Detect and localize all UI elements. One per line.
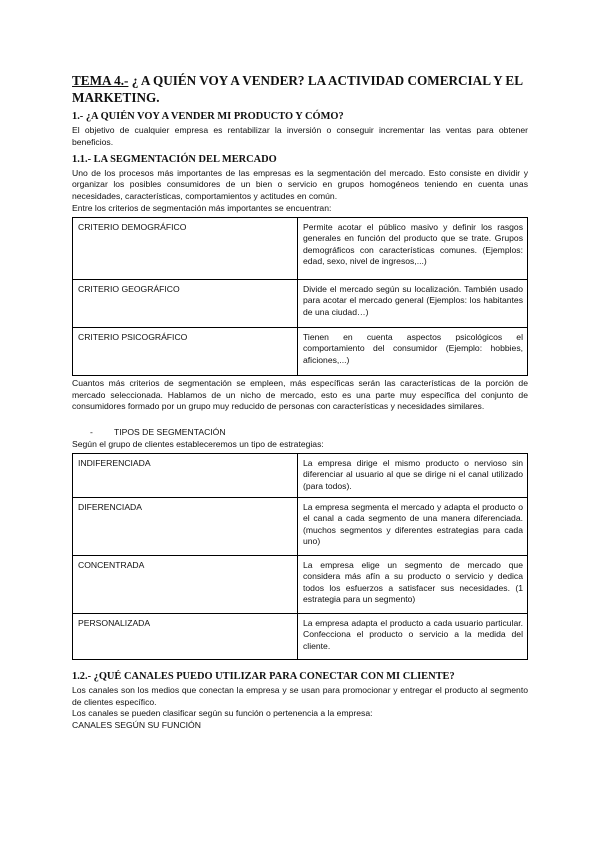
criteria-intro: Entre los criterios de segmentación más importantes se encuentran:: [72, 202, 332, 213]
segmentation-paragraph: Uno de los procesos más importantes de las empresas es la segmentación del mercado. Esto consiste en dividir y organizar los posibles consumidores de un bien o servicio en grupos homogéneos teniendo en cuenta unas necesidades, características, comportamientos y actitudes en común.: [72, 167, 528, 202]
strategy-desc-cell: La empresa dirige el mismo producto o nervioso sin diferenciar al usuario al que se dirige ni el canal utilizado (para todos).: [298, 453, 528, 497]
table-row: [73, 327, 528, 375]
section-1-2-heading: 1.2.- ¿QUÉ CANALES PUEDO UTILIZAR PARA CONECTAR CON MI CLIENTE?: [72, 670, 455, 682]
table-row: [73, 613, 528, 659]
tipos-intro: Según el grupo de clientes estableceremos un tipo de estrategias:: [72, 438, 324, 449]
section-1-paragraph: El objetivo de cualquier empresa es rentabilizar la inversión o conseguir incrementar las ventas para obtener beneficios.: [72, 125, 528, 147]
table-row: [73, 279, 528, 327]
title-topic-number: TEMA 4.-: [72, 73, 129, 88]
title-text: ¿ A QUIÉN VOY A VENDER? LA ACTIVIDAD COMERCIAL Y EL MARKETING.: [72, 73, 523, 105]
channels-classify: Los canales se pueden clasificar según su función o pertenencia a la empresa:: [72, 708, 373, 719]
channels-paragraph: Los canales son los medios que conectan la empresa y se usan para promocionar y entregar el producto al segmento de clientes específico.: [72, 684, 528, 707]
niche-paragraph: Cuantos más criterios de segmentación se empleen, más específicas serán las características de la porción de mercado seleccionada. Hablamos de un nicho de mercado, esto es una parte muy específica del conjunto de consumidores formado por un grupo muy reducido de personas con características y necesidades similares.: [72, 377, 528, 412]
tipos-heading: [72, 427, 528, 439]
strategy-desc-cell: La empresa segmenta el mercado y adapta el producto o el canal a cada segmento de una manera diferenciada. (muchos segmentos y diferentes estrategias para cada uno): [298, 497, 528, 555]
criteria-table: [72, 217, 528, 376]
document-page: [72, 72, 528, 732]
section-1-1-heading: 1.1.- LA SEGMENTACIÓN DEL MERCADO: [72, 153, 277, 165]
strategy-name-cell: CONCENTRADA: [73, 555, 298, 613]
strategy-desc-cell: La empresa elige un segmento de mercado que considera más afín a su producto o servicio y dedica todos los esfuerzos a satisfacer sus necesidades. (1 estrategia para un segmento): [298, 555, 528, 613]
table-row: [73, 555, 528, 613]
criteria-desc-cell: Divide el mercado según su localización. También usado para acotar el mercado general (Ejemplos: los habitantes de una ciudad…): [298, 279, 528, 327]
document-title: [72, 72, 528, 106]
section-1-heading: 1.- ¿A QUIÉN VOY A VENDER MI PRODUCTO Y CÓMO?: [72, 111, 344, 122]
table-row: [73, 453, 528, 497]
strategy-name-cell: PERSONALIZADA: [73, 613, 298, 659]
criteria-name-cell: CRITERIO DEMOGRÁFICO: [73, 217, 298, 279]
criteria-name-cell: CRITERIO PSICOGRÁFICO: [73, 327, 298, 375]
strategy-desc-cell: La empresa adapta el producto a cada usuario particular. Confecciona el producto o servicio a la medida del cliente.: [298, 613, 528, 659]
tipos-heading-text: TIPOS DE SEGMENTACIÓN: [114, 427, 226, 438]
criteria-desc-cell: Tienen en cuenta aspectos psicológicos el comportamiento del consumidor (Ejemplo: hobbies, aficiones,...): [298, 327, 528, 375]
strategy-name-cell: INDIFERENCIADA: [73, 453, 298, 497]
criteria-desc-cell: Permite acotar el público masivo y definir los rasgos generales en función del producto que se trate. Grupos demográficos con características comunes. (Ejemplos: edad, sexo, nivel de ingresos,...): [298, 217, 528, 279]
criteria-name-cell: CRITERIO GEOGRÁFICO: [73, 279, 298, 327]
strategy-name-cell: DIFERENCIADA: [73, 497, 298, 555]
strategies-table: [72, 453, 528, 660]
table-row: [73, 217, 528, 279]
bullet-dash: -: [90, 427, 93, 438]
table-row: [73, 497, 528, 555]
channels-by-function: CANALES SEGÚN SU FUNCIÓN: [72, 720, 201, 731]
